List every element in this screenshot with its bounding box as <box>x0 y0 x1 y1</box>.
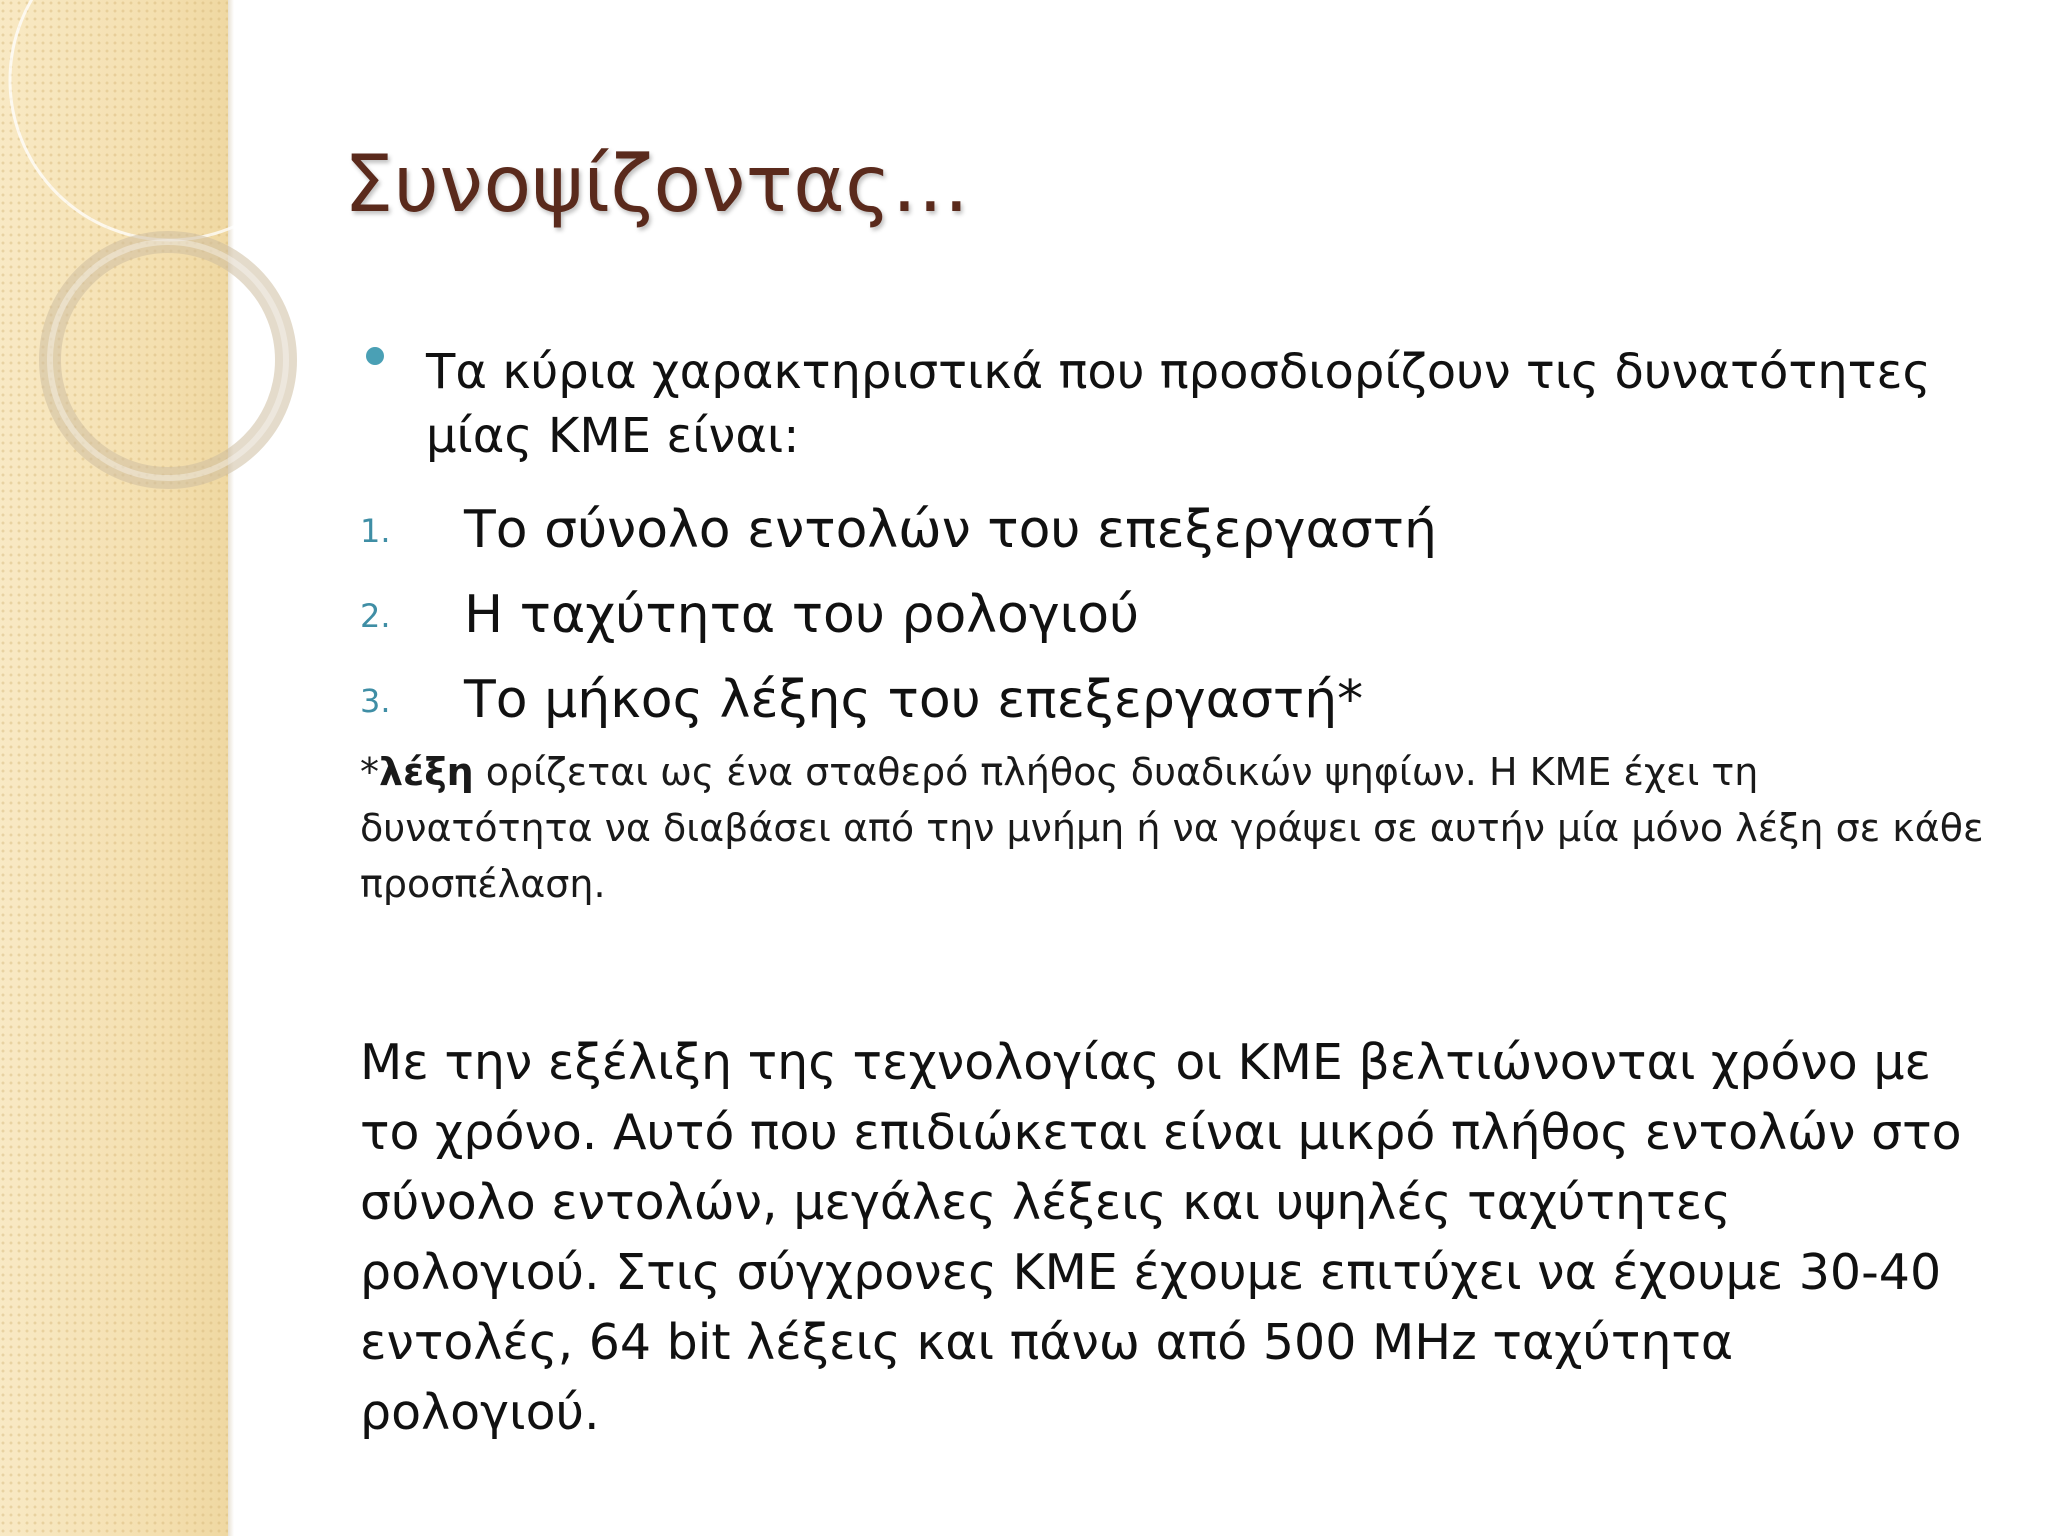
list-item <box>360 660 1860 730</box>
decorative-rings-icon <box>0 0 400 520</box>
footnote-asterisk: * <box>360 750 379 794</box>
footnote-text: ορίζεται ως ένα σταθερό πλήθος δυαδικών ψηφίων. Η ΚΜΕ έχει τη δυνατότητα να διαβάσει από την μνήμη ή να γράψει σε αυτήν μία μόνο λέξη σε κάθε προσπέλαση. <box>360 750 1984 906</box>
bullet-dot-icon <box>366 347 384 365</box>
list-item-text: Το μήκος λέξης του επεξεργαστή* <box>464 670 1364 730</box>
list-item-number: 1. <box>360 512 391 550</box>
list-item-number: 3. <box>360 682 391 720</box>
list-item <box>360 575 1860 645</box>
list-item-text: Η ταχύτητα του ρολογιού <box>464 585 1140 645</box>
footnote-term: λέξη <box>379 750 474 794</box>
list-item-text: Το σύνολο εντολών του επεξεργαστή <box>464 500 1437 560</box>
list-item-number: 2. <box>360 597 391 635</box>
list-item <box>360 490 1860 560</box>
summary-paragraph: Με την εξέλιξη της τεχνολογίας οι ΚΜΕ βελτιώνονται χρόνο με το χρόνο. Αυτό που επιδιώκεται είναι μικρό πλήθος εντολών στο σύνολο εντολών, μεγάλες λέξεις και υψηλές ταχύτητες ρολογιού. Στις σύγχρονες ΚΜΕ έχουμε επιτύχει να έχουμε 30-40 εντολές, 64 bit λέξεις και πάνω από 500 MHz ταχύτητα ρολογιού. <box>360 1034 1962 1441</box>
bullet-text: Τα κύρια χαρακτηριστικά που προσδιορίζουν τις δυνατότητες μίας ΚΜΕ είναι: <box>426 344 1931 464</box>
footnote <box>360 744 2000 912</box>
slide-title: Συνοψίζοντας… <box>344 140 970 230</box>
